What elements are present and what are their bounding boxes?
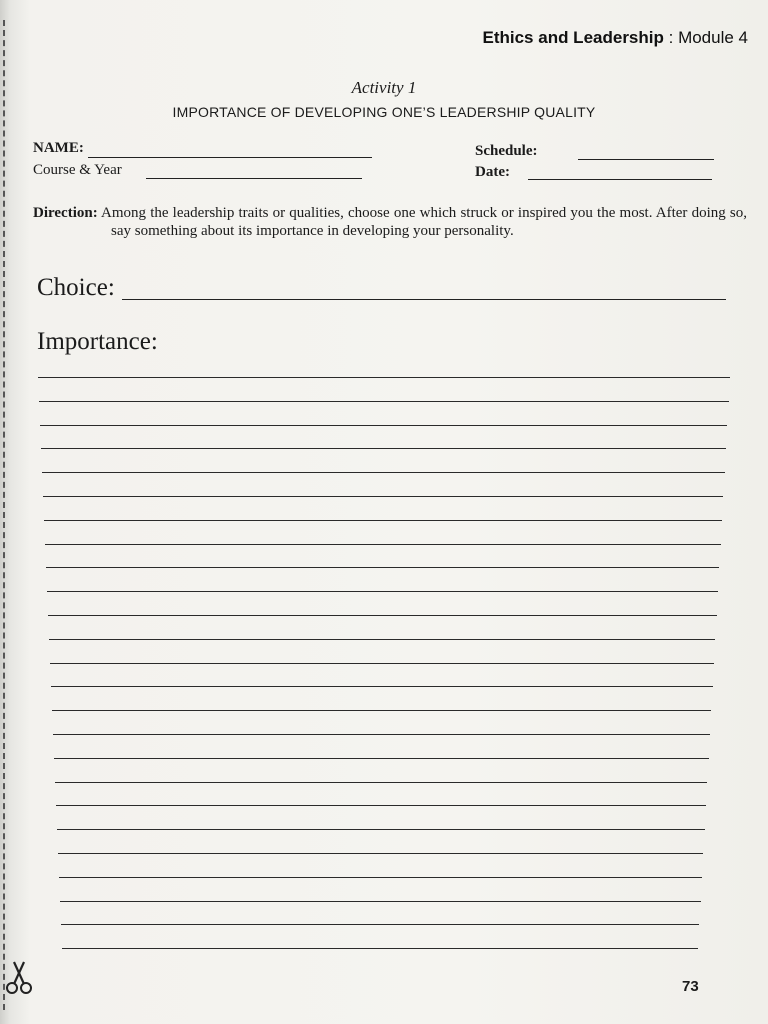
writing-line[interactable] (41, 448, 726, 449)
writing-line[interactable] (61, 924, 699, 925)
activity-label: Activity 1 (351, 78, 417, 97)
header-separator: : (663, 28, 679, 47)
writing-line[interactable] (58, 853, 703, 854)
writing-line[interactable] (50, 663, 714, 664)
writing-line[interactable] (48, 615, 717, 616)
writing-line[interactable] (53, 734, 710, 735)
writing-line[interactable] (59, 877, 702, 878)
writing-line[interactable] (49, 639, 715, 640)
name-input-line[interactable] (88, 157, 372, 158)
course-year-field (33, 162, 122, 179)
writing-line[interactable] (45, 544, 721, 545)
date-label: Date: (475, 164, 510, 180)
writing-line[interactable] (42, 472, 725, 473)
writing-line[interactable] (52, 710, 711, 711)
writing-line[interactable] (51, 686, 713, 687)
writing-line[interactable] (44, 520, 722, 521)
schedule-label: Schedule: (475, 143, 538, 159)
course-year-input-line[interactable] (146, 178, 362, 179)
schedule-field (475, 143, 538, 160)
writing-line[interactable] (43, 496, 723, 497)
date-field (475, 164, 510, 181)
course-year-label: Course & Year (33, 162, 122, 178)
cut-line (3, 20, 5, 1010)
course-title: Ethics and Leadership (482, 28, 664, 47)
module-label: Module 4 (678, 28, 748, 47)
page-header (483, 28, 749, 48)
writing-line[interactable] (62, 948, 698, 949)
schedule-input-line[interactable] (578, 159, 714, 160)
direction-text: Among the leadership traits or qualities, choose one which struck or inspired you the most. After doing so, say something about its importance in developing your personality. (101, 205, 747, 239)
importance-label: Importance: (37, 328, 158, 355)
writing-line[interactable] (60, 901, 701, 902)
writing-line[interactable] (54, 758, 709, 759)
date-input-line[interactable] (528, 179, 712, 180)
name-label: NAME: (33, 140, 84, 156)
name-field (33, 140, 84, 157)
choice-label: Choice: (37, 274, 115, 301)
writing-line[interactable] (38, 377, 730, 378)
choice-input-line[interactable] (122, 299, 726, 300)
direction-label: Direction: (33, 205, 98, 221)
writing-line[interactable] (39, 401, 729, 402)
activity-title: IMPORTANCE OF DEVELOPING ONE’S LEADERSHIP QUALITY (172, 104, 596, 120)
writing-line[interactable] (40, 425, 727, 426)
page-number: 73 (682, 978, 699, 995)
writing-line[interactable] (55, 782, 707, 783)
writing-line[interactable] (57, 829, 705, 830)
scissors-icon (0, 958, 40, 998)
direction-block (33, 204, 747, 240)
writing-line[interactable] (56, 805, 706, 806)
writing-line[interactable] (47, 591, 718, 592)
writing-line[interactable] (46, 567, 719, 568)
